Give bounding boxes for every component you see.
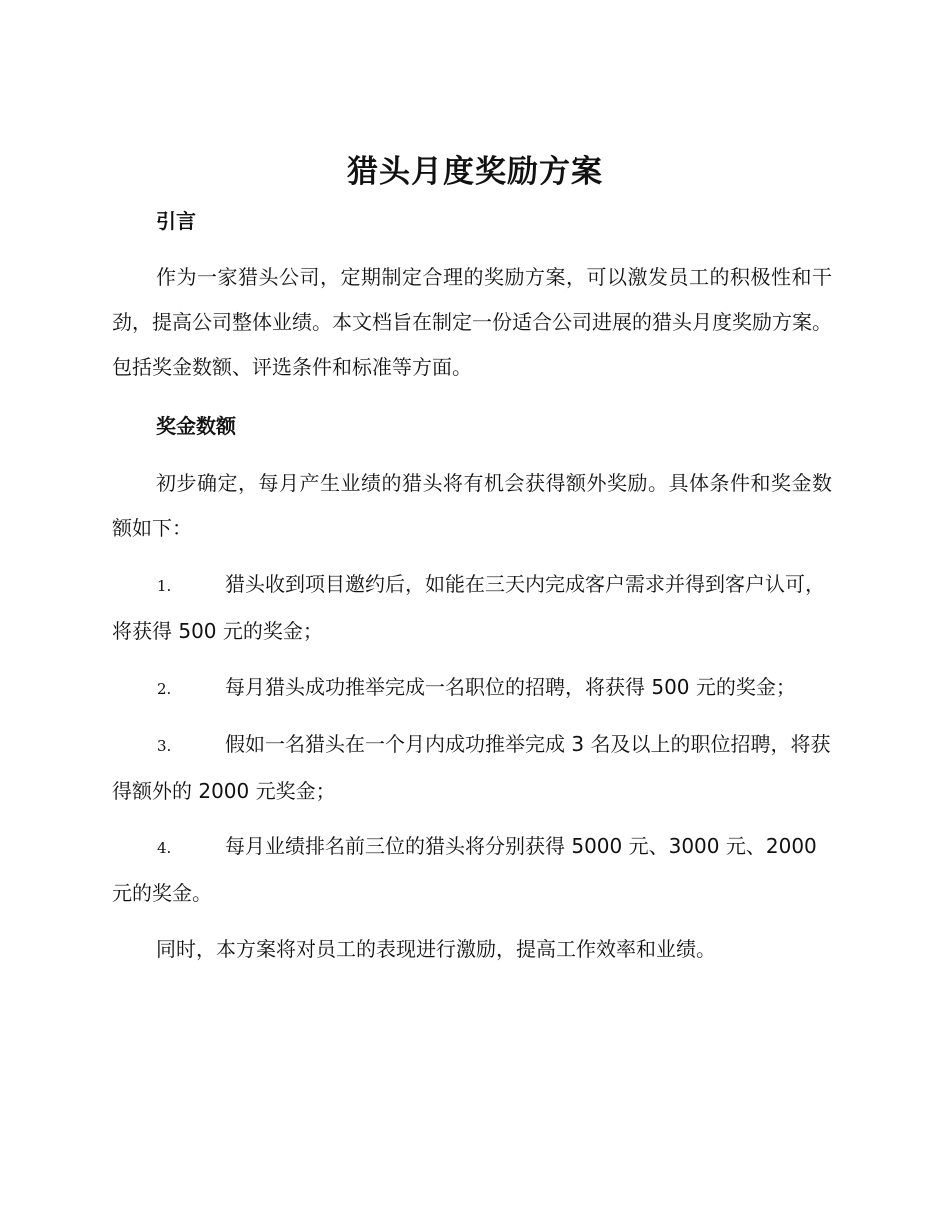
bonus-paragraph: 初步确定，每月产生业绩的猎头将有机会获得额外奖励。具体条件和奖金数额如下： [112,471,832,540]
intro-heading: 引言 [156,209,196,233]
list-item [112,665,840,712]
list-text: 每月猎头成功推举完成一名职位的招聘，将获得 500 元的奖金； [225,675,796,699]
list-text: 假如一名猎头在一个月内成功推举完成 3 名及以上的职位招聘，将获得额外的 2000 元奖金； [112,732,831,803]
list-item [112,824,840,916]
document-title: 猎头月度奖励方案 [347,154,603,190]
list-item [112,722,840,814]
list-item [112,562,840,654]
list-number: 3. [157,737,172,755]
intro-paragraph: 作为一家猎头公司，定期制定合理的奖励方案，可以激发员工的积极性和干劲，提高公司整体业绩。本文档旨在制定一份适合公司进展的猎头月度奖励方案。包括奖金数额、评选条件和标准等方面。 [112,265,832,379]
bonus-heading: 奖金数额 [156,414,236,438]
list-number: 1. [157,577,172,595]
closing-paragraph: 同时，本方案将对员工的表现进行激励，提高工作效率和业绩。 [156,937,716,961]
list-text: 每月业绩排名前三位的猎头将分别获得 5000 元、3000 元、2000 元的奖金。 [112,834,817,905]
list-number: 2. [157,680,172,698]
list-number: 4. [157,839,172,857]
list-text: 猎头收到项目邀约后，如能在三天内完成客户需求并得到客户认可，将获得 500 元的奖金； [112,572,825,643]
